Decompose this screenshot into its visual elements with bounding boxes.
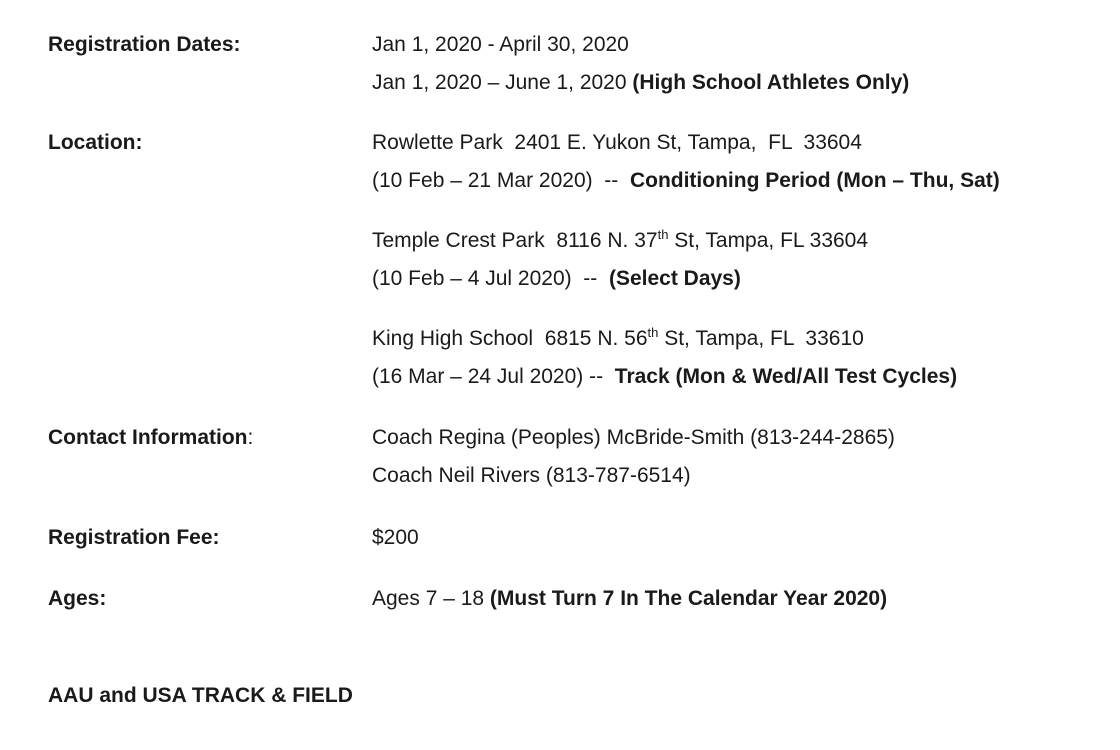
location-site-rowlette [372,124,1000,200]
high-school-note: (High School Athletes Only) [632,71,910,94]
registration-dates-line-2 [372,64,909,102]
contact-line-2: Coach Neil Rivers (813-787-6514) [372,464,691,487]
location-site-note: Conditioning Period (Mon – Thu, Sat) [629,169,1000,192]
section-heading: AAU and USA TRACK & FIELD [48,684,353,707]
location-site-schedule: (16 Mar – 24 Jul 2020) -- Track (Mon & Wed/All Test Cycles) [372,365,958,388]
contact-value [372,419,895,495]
fee-value: $200 [372,526,419,549]
registration-dates-line-2-text: Jan 1, 2020 – June 1, 2020 [372,71,633,94]
ages-label: Ages: [48,587,107,610]
location-site-note: (Select Days) [608,267,741,290]
location-site-king-high [372,320,957,396]
ages-value: Ages 7 – 18 (Must Turn 7 In The Calendar Year 2020) [372,587,888,610]
location-site-address: Temple Crest Park 8116 N. 37th St, Tampa, FL 33604 [372,227,869,252]
location-site-note: Track (Mon & Wed/All Test Cycles) [614,365,958,388]
location-site-address: Rowlette Park 2401 E. Yukon St, Tampa, FL 33604 [372,131,862,154]
registration-dates-value [372,26,909,102]
fee-label: Registration Fee: [48,526,220,549]
contact-label: Contact Information: [48,426,254,449]
contact-line-1: Coach Regina (Peoples) McBride-Smith (813-244-2865) [372,426,895,449]
ages-requirement: (Must Turn 7 In The Calendar Year 2020) [489,587,888,610]
location-site-schedule: (10 Feb – 21 Mar 2020) -- Conditioning Period (Mon – Thu, Sat) [372,169,1000,192]
registration-dates-line-1: Jan 1, 2020 - April 30, 2020 [372,33,629,56]
location-site-temple-crest [372,222,868,298]
location-site-address: King High School 6815 N. 56th St, Tampa, FL 33610 [372,325,864,350]
location-site-schedule: (10 Feb – 4 Jul 2020) -- (Select Days) [372,267,741,290]
location-label: Location: [48,131,143,154]
registration-dates-label: Registration Dates: [48,33,241,56]
